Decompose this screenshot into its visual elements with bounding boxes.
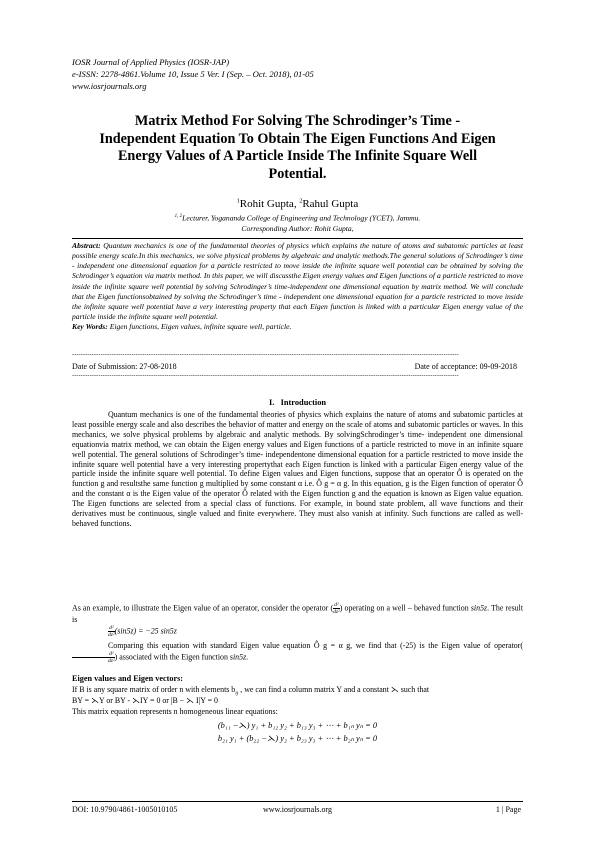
author-1-sup: 1 [236,198,240,205]
intro-paragraph-3: Comparing this equation with standard Eigen value equation Ô g = α g, we find that (-25) is the Eigen value of operator( $\frac{\text{d²}}{\text{dz²}}$ ) associated with the Eigen function sin5z. [72,641,523,664]
intro-paragraph-2: As an example, to illustrate the Eigen value of an operator, consider the operator ( $\frac{\text{d²}}{\text{dz²}}$ ) operating on a well – behaved function sin5z. The result is [72,602,524,624]
paper-title [60,113,535,183]
title-line-2: Independent Equation To Obtain The Eigen Functions And Eigen [99,130,496,147]
eigen-heading: Eigen values and Eigen vectors: [72,674,183,683]
eigen-paragraph-2: BY = ⋋Y or BY - ⋋IY = 0 or |B − ⋋ I|Y = 0 [72,696,218,705]
section-heading [72,398,523,407]
author-1: Rohit Gupta, [239,198,300,210]
eigen-paragraph-3: This matrix equation represents n homogeneous linear equations: [72,707,278,716]
corresponding-author: Corresponding Author: Rohit Gupta, [241,224,354,234]
linear-equation-2: b₂₁ y₁ + (b₂₂ −⋋) y₂ + b₂₃ y₃ + ⋯ + b₂ₙ yₙ = 0 [217,734,378,743]
footer-rule [72,801,523,802]
submission-date: Date of Submission: 27-08-2018 [72,362,177,371]
title-line-1: Matrix Method For Solving The Schrodinger’s Time - [134,113,461,129]
journal-website[interactable]: www.iosrjournals.org [72,81,147,91]
footer-website[interactable]: www.iosrjournals.org [262,805,333,814]
affiliation-sup: 1, 2 [174,214,183,219]
acceptance-date: Date of acceptance: 09-09-2018 [414,362,517,371]
intro-paragraph-1: Quantum mechanics is one of the fundamental theories of physics which explains the nature of atoms and subatomic particles at least possible energy scale and also describes the behavior of matter and energy on the scale of atoms and subatomic particles or waves. In this mechanics, we solve physical problems by algebraic and analytic methods. By solvingSchrodinger’s time- independent one dimensional equationvia matrix method, we can obtain the Eigen energy values and Eigen functions of a particle restricted to move in an infinite square well potential. The general solutions of Schrodinger’s time- independentone dimensional equation for a particle restricted to move inside the infinite square well potential have a very interesting propertythat each Eigen function is linked with a particular Eigen energy value of the particle inside the infinite square well potential. To define Eigen values and Eigen functions, suppose that an operator Ô is operated on the function g and resultsthe same function g multiplied by some constant α i.e. Ô g = α g. In this equation, g is the Eigen function of operator Ô and the constant α is the Eigen value of the operator Ô related with the Eigen function g and the equation is known as Eigen value equation. The Eigen functions are selected from a special class of functions. For example, in bound state problem, all wave functions and their derivatives must be continuous, single valued and finite everywhere. They must also vanish at infinity. Such functions are called as well-behaved functions. [72,410,523,528]
linear-equation-1: (b₁₁ −⋋) y₁ + b₁₂ y₂ + b₁₃ y₃ + ⋯ + b₁ₙ yₙ = 0 [217,721,378,730]
journal-name: IOSR Journal of Applied Physics (IOSR-JAP) [72,57,230,67]
dates-row [72,362,523,371]
abstract-label: Abstract: [72,241,101,250]
title-line-3: Energy Values of A Particle Inside The Infinite Square Well [117,148,478,164]
section-number: I. [268,398,275,407]
dash-rule-bottom: -------------------------------------------------------------------------------------------------------------------------------------------------------------------------------- [72,373,459,379]
dash-rule-top: -------------------------------------------------------------------------------------------------------------------------------------------------------------------------------- [72,352,459,358]
author-2-sup: 2 [299,198,303,205]
footer-doi: DOI: 10.9790/4861-1005010105 [72,805,178,814]
keywords-text: Eigen functions, Eigen values, infinite square well, particle. [107,322,292,332]
abstract-text: Quantum mechanics is one of the fundamental theories of physics which explains the nature of atoms and subatomic particles at least possible energy scale.In this mechanics, we solve physical problems by algebraic and analytic methods.The general solutions of Schrodinger’s time - independent one dimensional equation for a particle restricted to move inside the infinite square well potential can be obtained by solving the Schrodinger’s equation via matrix method. In this paper, we will discussthe Eigen energy values and Eigen functions of a particle restricted to move inside the infinite square well potential by solving Schrodinger’s time-independent one dimensional equation by matrix method. We will conclude that the Eigen functionsobtained by solving the Schrodinger’s time - independent one dimensional equation for a particle restricted to move inside the infinite square well potential have a very interesting property that each Eigen function is linked with a particular Eigen energy value of the particle inside the infinite square well potential. [72,241,523,322]
affiliation-block [60,212,535,235]
operator-fraction: $\frac{\text{d²}}{\text{dz²}}$ [333,602,340,615]
affiliation: Lecturer, Yogananda College of Engineering and Technology (YCET), Jammu. [182,213,421,223]
keywords-label: Key Words: [72,322,108,332]
journal-issn: e-ISSN: 2278-4861.Volume 10, Issue 5 Ver. I (Sep. – Oct. 2018), 01-05 [72,69,314,79]
footer-page: 1 | Page [495,805,521,814]
author-list [60,198,535,210]
author-2: Rahul Gupta [302,198,359,210]
title-line-4: Potential. [268,165,327,182]
abstract [72,238,523,332]
section-title: Introduction [280,398,327,407]
equation-1: $\frac{\text{d²}}{\text{dz²}}$ (sin5z) = −25 sin5z [108,625,177,638]
eigen-paragraph-1: If B is any square matrix of order n with elements $b_{ij}$ , we can find a column matrix Y and a constant ⋋ such that [72,685,430,697]
